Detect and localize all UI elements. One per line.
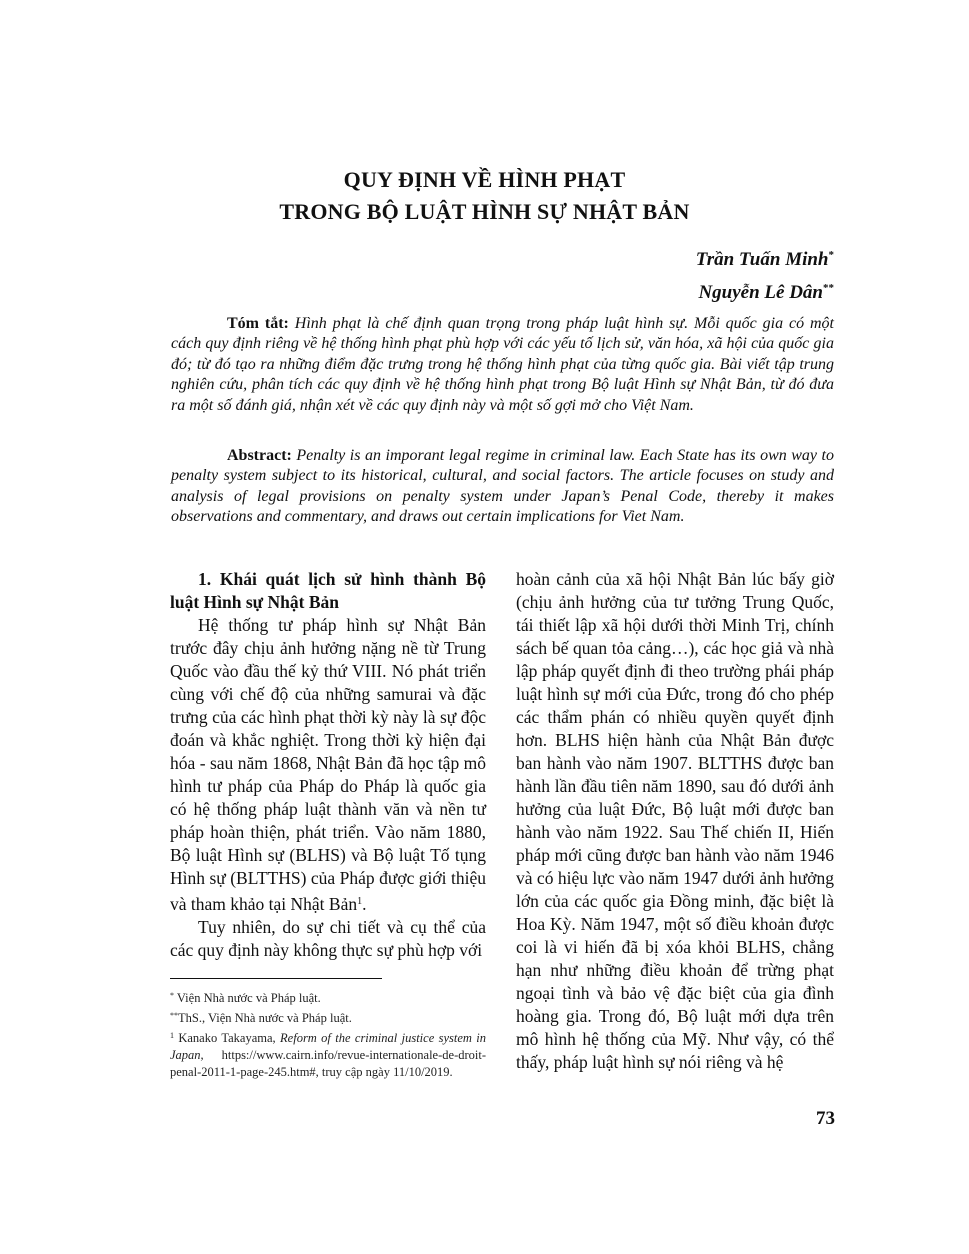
abstract-label: Abstract: [227, 447, 292, 464]
footnotes [170, 987, 486, 1081]
abstract-text: Hình phạt là chế định quan trọng trong pháp luật hình sự. Mỗi quốc gia có một cách quy định riêng về hệ thống hình phạt phù hợp với các yếu tố lịch sử, văn hóa, xã hội của quốc gia đó; từ đó tạo ra những điểm đặc trưng trong hệ thống hình phạt của từng quốc gia. Bài viết tập trung nghiên cứu, phân tích các quy định về hệ thống hình phạt trong Bộ luật Hình sự Nhật Bản, từ đó đưa ra một số đánh giá, nhận xét về các quy định này và một số gợi mở cho Việt Nam. [171, 315, 835, 414]
author-note-mark: * [828, 249, 834, 261]
footnote-author: Kanako Takayama, [178, 1031, 276, 1045]
right-column [516, 568, 834, 1074]
body-paragraph: Tuy nhiên, do sự chi tiết và cụ thể của các quy định này không thực sự phù hợp với [170, 917, 486, 960]
section-heading: 1. Khái quát lịch sử hình thành Bộ luật Hình sự Nhật Bản [170, 569, 486, 612]
footnote-separator [170, 978, 382, 979]
footnote-mark: 1 [170, 1031, 174, 1040]
footnote [170, 1007, 486, 1027]
footnote-reference: 1 [357, 896, 363, 907]
author-name: Trần Tuấn Minh [695, 249, 829, 270]
abstract-text: Penalty is an imporant legal regime in criminal law. Each State has its own way to penalty system subject to its historical, cultural, and social factors. The article focuses on study and analysis of legal provisions on penalty system under Japan’s Penal Code, thereby it makes observations and commentary, and draws out certain implications for Viet Nam. [171, 447, 835, 526]
paragraph-text: Hệ thống tư pháp hình sự Nhật Bản trước đây chịu ảnh hưởng nặng nề từ Trung Quốc vào đầu thế kỷ thứ VIII. Nó phát triển cùng với chế độ của những samurai và đặc trưng của các hình phạt thời kỳ này là sự độc đoán và khắc nghiệt. Trong thời kỳ hiện đại hóa - sau năm 1868, Nhật Bản đã học tập mô hình tư pháp của Pháp do Pháp là quốc gia có hệ thống pháp luật thành văn và nền tư pháp hoàn thiện, phát triển. Vào năm 1880, Bộ luật Hình sự (BLHS) và Bộ luật Tố tụng Hình sự (BLTTHS) của Pháp được giới thiệu và tham khảo tại Nhật Bản [170, 615, 486, 914]
abstract-vietnamese [171, 314, 834, 416]
footnote-mark: ** [170, 1011, 178, 1020]
author-list [696, 241, 834, 307]
article-title [0, 164, 969, 228]
author-1 [696, 241, 834, 274]
abstract-english [171, 446, 834, 528]
abstract-label: Tóm tắt: [227, 315, 289, 332]
author-2 [696, 274, 834, 307]
footnote-text: ThS., Viện Nhà nước và Pháp luật. [178, 1011, 352, 1025]
footnote-reference-title: Reform of the criminal justice system in Japan, [170, 1031, 487, 1062]
footnote-mark: * [170, 991, 174, 1000]
footnote-text: https://www.cairn.info/revue-internationale-de-droit-penal-2011-1-page-245.htm#, truy cập ngày 11/10/2019. [170, 1048, 486, 1079]
author-name: Nguyễn Lê Dân [698, 282, 823, 303]
body-paragraph: Hệ thống tư pháp hình sự Nhật Bản trước đây chịu ảnh hưởng nặng nề từ Trung Quốc vào đầu thế kỷ thứ VIII. Nó phát triển cùng với chế độ của những samurai và đặc trưng của các hình phạt thời kỳ này là sự độc đoán và khắc nghiệt. Trong thời kỳ hiện đại hóa - sau năm 1868, Nhật Bản đã học tập mô hình tư pháp của Pháp do Pháp là quốc gia có hệ thống pháp luật thành văn và nền tư pháp hoàn thiện, phát triển. Vào năm 1880, Bộ luật Hình sự (BLHS) và Bộ luật Tố tụng Hình sự (BLTTHS) của Pháp được giới thiệu và tham khảo tại Nhật Bản$^1$. [170, 615, 486, 914]
footnote [170, 987, 486, 1007]
footnote [170, 1027, 486, 1081]
author-note-mark: ** [823, 282, 834, 294]
body-paragraph-continued: hoàn cảnh của xã hội Nhật Bản lúc bấy giờ (chịu ảnh hưởng của tư tưởng Trung Quốc, tái thiết lập xã hội dưới thời Minh Trị, chính sách bế quan tỏa cảng…), các học giả và nhà lập pháp quyết định đi theo trường phái pháp luật hình sự mới của Đức, trong đó cho phép các thẩm phán có nhiều quyền quyết định hơn. BLHS hiện hành của Nhật Bản được ban hành vào năm 1907. BLTTHS được ban hành lần đầu tiên năm 1890, sau đó dưới ảnh hưởng của luật Đức, Bộ luật mới được ban hành vào năm 1922. Sau Thế chiến II, Hiến pháp mới cũng được ban hành vào năm 1946 và có hiệu lực vào năm 1947 dưới ảnh hưởng lớn của các quốc gia Đồng minh, đặc biệt là Hoa Kỳ. Năm 1947, một số điều khoản được coi là vi hiến đã bị xóa khỏi BLHS, chẳng hạn như những điều khoản để trừng phạt ngoại tình và bảo vệ đặc biệt của gia đình hoàng gia. Trong đó, Bộ luật mới dựa trên mô hình hệ thống của Mỹ. Như vậy, có thể thấy, pháp luật hình sự nói riêng và hệ [516, 569, 834, 1072]
page-number: 73 [816, 1108, 835, 1129]
left-column [170, 568, 486, 962]
title-line-2: TRONG BỘ LUẬT HÌNH SỰ NHẬT BẢN [279, 199, 690, 224]
footnote-text: Viện Nhà nước và Pháp luật. [176, 991, 321, 1005]
title-line-1: QUY ĐỊNH VỀ HÌNH PHẠT [343, 167, 626, 192]
